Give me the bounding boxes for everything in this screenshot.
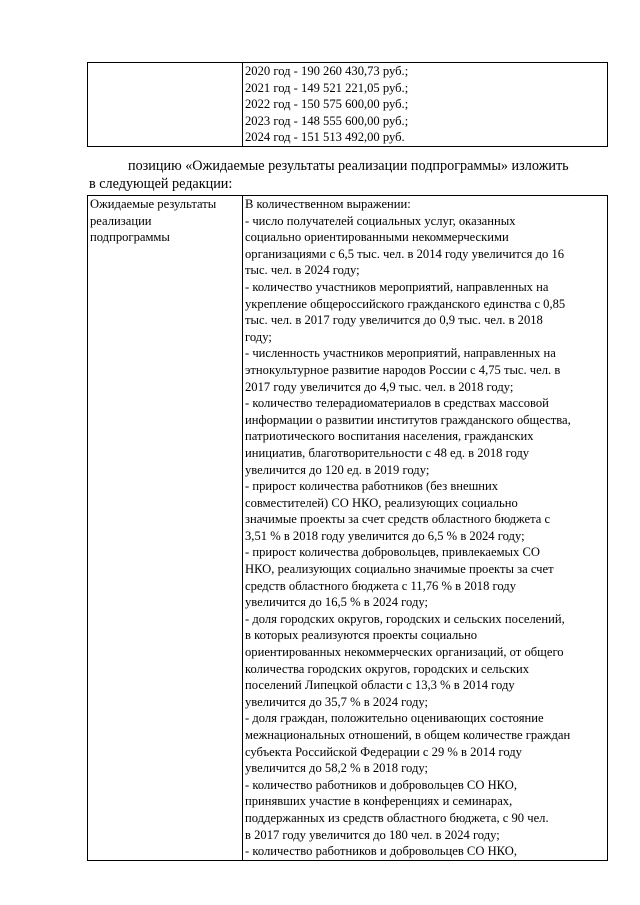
result-line: - прирост количества добровольцев, привлекаемых СО: [245, 545, 540, 560]
result-line: увеличится до 16,5 % в 2024 году;: [245, 595, 428, 610]
result-line: в которых реализуются проекты социально: [245, 628, 478, 643]
result-line: 2017 году увеличится до 4,9 тыс. чел. в 2018 году;: [245, 379, 514, 394]
result-line: укрепление общероссийского гражданского единства с 0,85: [245, 296, 566, 311]
result-line: - доля граждан, положительно оценивающих состояние: [245, 711, 544, 726]
result-line: субъекта Российской Федерации с 29 % в 2014 году: [245, 744, 522, 759]
result-line: - численность участников мероприятий, направленных на: [245, 346, 556, 361]
table-row: [88, 196, 608, 861]
funding-line: 2020 год - 190 260 430,73 руб.;: [245, 64, 409, 78]
result-line: социально ориентированными некоммерческими: [245, 230, 509, 245]
result-line: поддержанных из средств областного бюджета, с 90 чел.: [245, 810, 549, 825]
table-row: [88, 63, 608, 147]
result-line: в 2017 году увеличится до 180 чел. в 2024 году;: [245, 827, 500, 842]
result-line: организациями с 6,5 тыс. чел. в 2014 году увеличится до 16: [245, 246, 565, 261]
empty-label-cell: [88, 63, 243, 147]
label-line: Ожидаемые результаты: [90, 197, 217, 211]
result-line: значимые проекты за счет средств областного бюджета с: [245, 512, 551, 527]
result-line: - количество телерадиоматериалов в средствах массовой: [245, 396, 549, 411]
result-line: 3,51 % в 2018 году увеличится до 6,5 % в 2024 году;: [245, 528, 525, 543]
result-line: - количество участников мероприятий, направленных на: [245, 279, 549, 294]
paragraph-line: позицию «Ожидаемые результаты реализации подпрограммы» изложить: [128, 158, 569, 174]
result-line: ориентированных некоммерческих организаций, от общего: [245, 645, 564, 660]
label-line: подпрограммы: [90, 230, 170, 245]
result-line: - количество работников и добровольцев СО НКО,: [245, 844, 517, 859]
funding-years-cell: [243, 63, 608, 147]
funding-table-continuation: [87, 62, 608, 147]
funding-line: 2024 год - 151 513 492,00 руб.: [245, 130, 405, 145]
result-line: принявших участие в конференциях и семинарах,: [245, 794, 513, 809]
result-line: количества городских округов, городских и сельских: [245, 661, 530, 676]
funding-line: 2021 год - 149 521 221,05 руб.;: [245, 80, 409, 95]
result-line: патриотического воспитания населения, гражданских: [245, 429, 534, 444]
result-line: В количественном выражении:: [245, 197, 411, 211]
label-line: реализации: [90, 213, 152, 228]
result-line: средств областного бюджета с 11,76 % в 2018 году: [245, 578, 517, 593]
result-line: совместителей) СО НКО, реализующих социально: [245, 495, 518, 510]
result-line: - прирост количества работников (без внешних: [245, 479, 499, 494]
amendment-paragraph: [89, 157, 606, 193]
expected-results-table: [87, 195, 608, 861]
result-line: - количество работников и добровольцев СО НКО,: [245, 777, 517, 792]
result-line: увеличится до 120 ед. в 2019 году;: [245, 462, 430, 477]
result-line: увеличится до 35,7 % в 2024 году;: [245, 694, 428, 709]
paragraph-line: в следующей редакции:: [89, 176, 233, 192]
result-line: этнокультурное развитие народов России с 4,75 тыс. чел. в: [245, 362, 561, 377]
result-line: увеличится до 58,2 % в 2018 году;: [245, 761, 428, 776]
result-line: инициатив, благотворительности с 48 ед. в 2018 году: [245, 445, 530, 460]
result-line: тыс. чел. в 2017 году увеличится до 0,9 тыс. чел. в 2018: [245, 313, 543, 328]
result-line: межнациональных отношений, в общем количестве граждан: [245, 728, 571, 742]
result-line: тыс. чел. в 2024 году;: [245, 263, 360, 278]
expected-results-label-cell: [88, 196, 243, 861]
expected-results-content-cell: [243, 196, 608, 861]
funding-line: 2022 год - 150 575 600,00 руб.;: [245, 97, 409, 112]
result-line: поселений Липецкой области с 13,3 % в 2014 году: [245, 678, 515, 693]
result-line: НКО, реализующих социально значимые проекты за счет: [245, 562, 554, 577]
result-line: - число получателей социальных услуг, оказанных: [245, 213, 516, 228]
result-line: - доля городских округов, городских и сельских поселений,: [245, 611, 565, 626]
result-line: году;: [245, 329, 272, 344]
result-line: информации о развитии институтов гражданского общества,: [245, 412, 571, 427]
funding-line: 2023 год - 148 555 600,00 руб.;: [245, 113, 409, 128]
